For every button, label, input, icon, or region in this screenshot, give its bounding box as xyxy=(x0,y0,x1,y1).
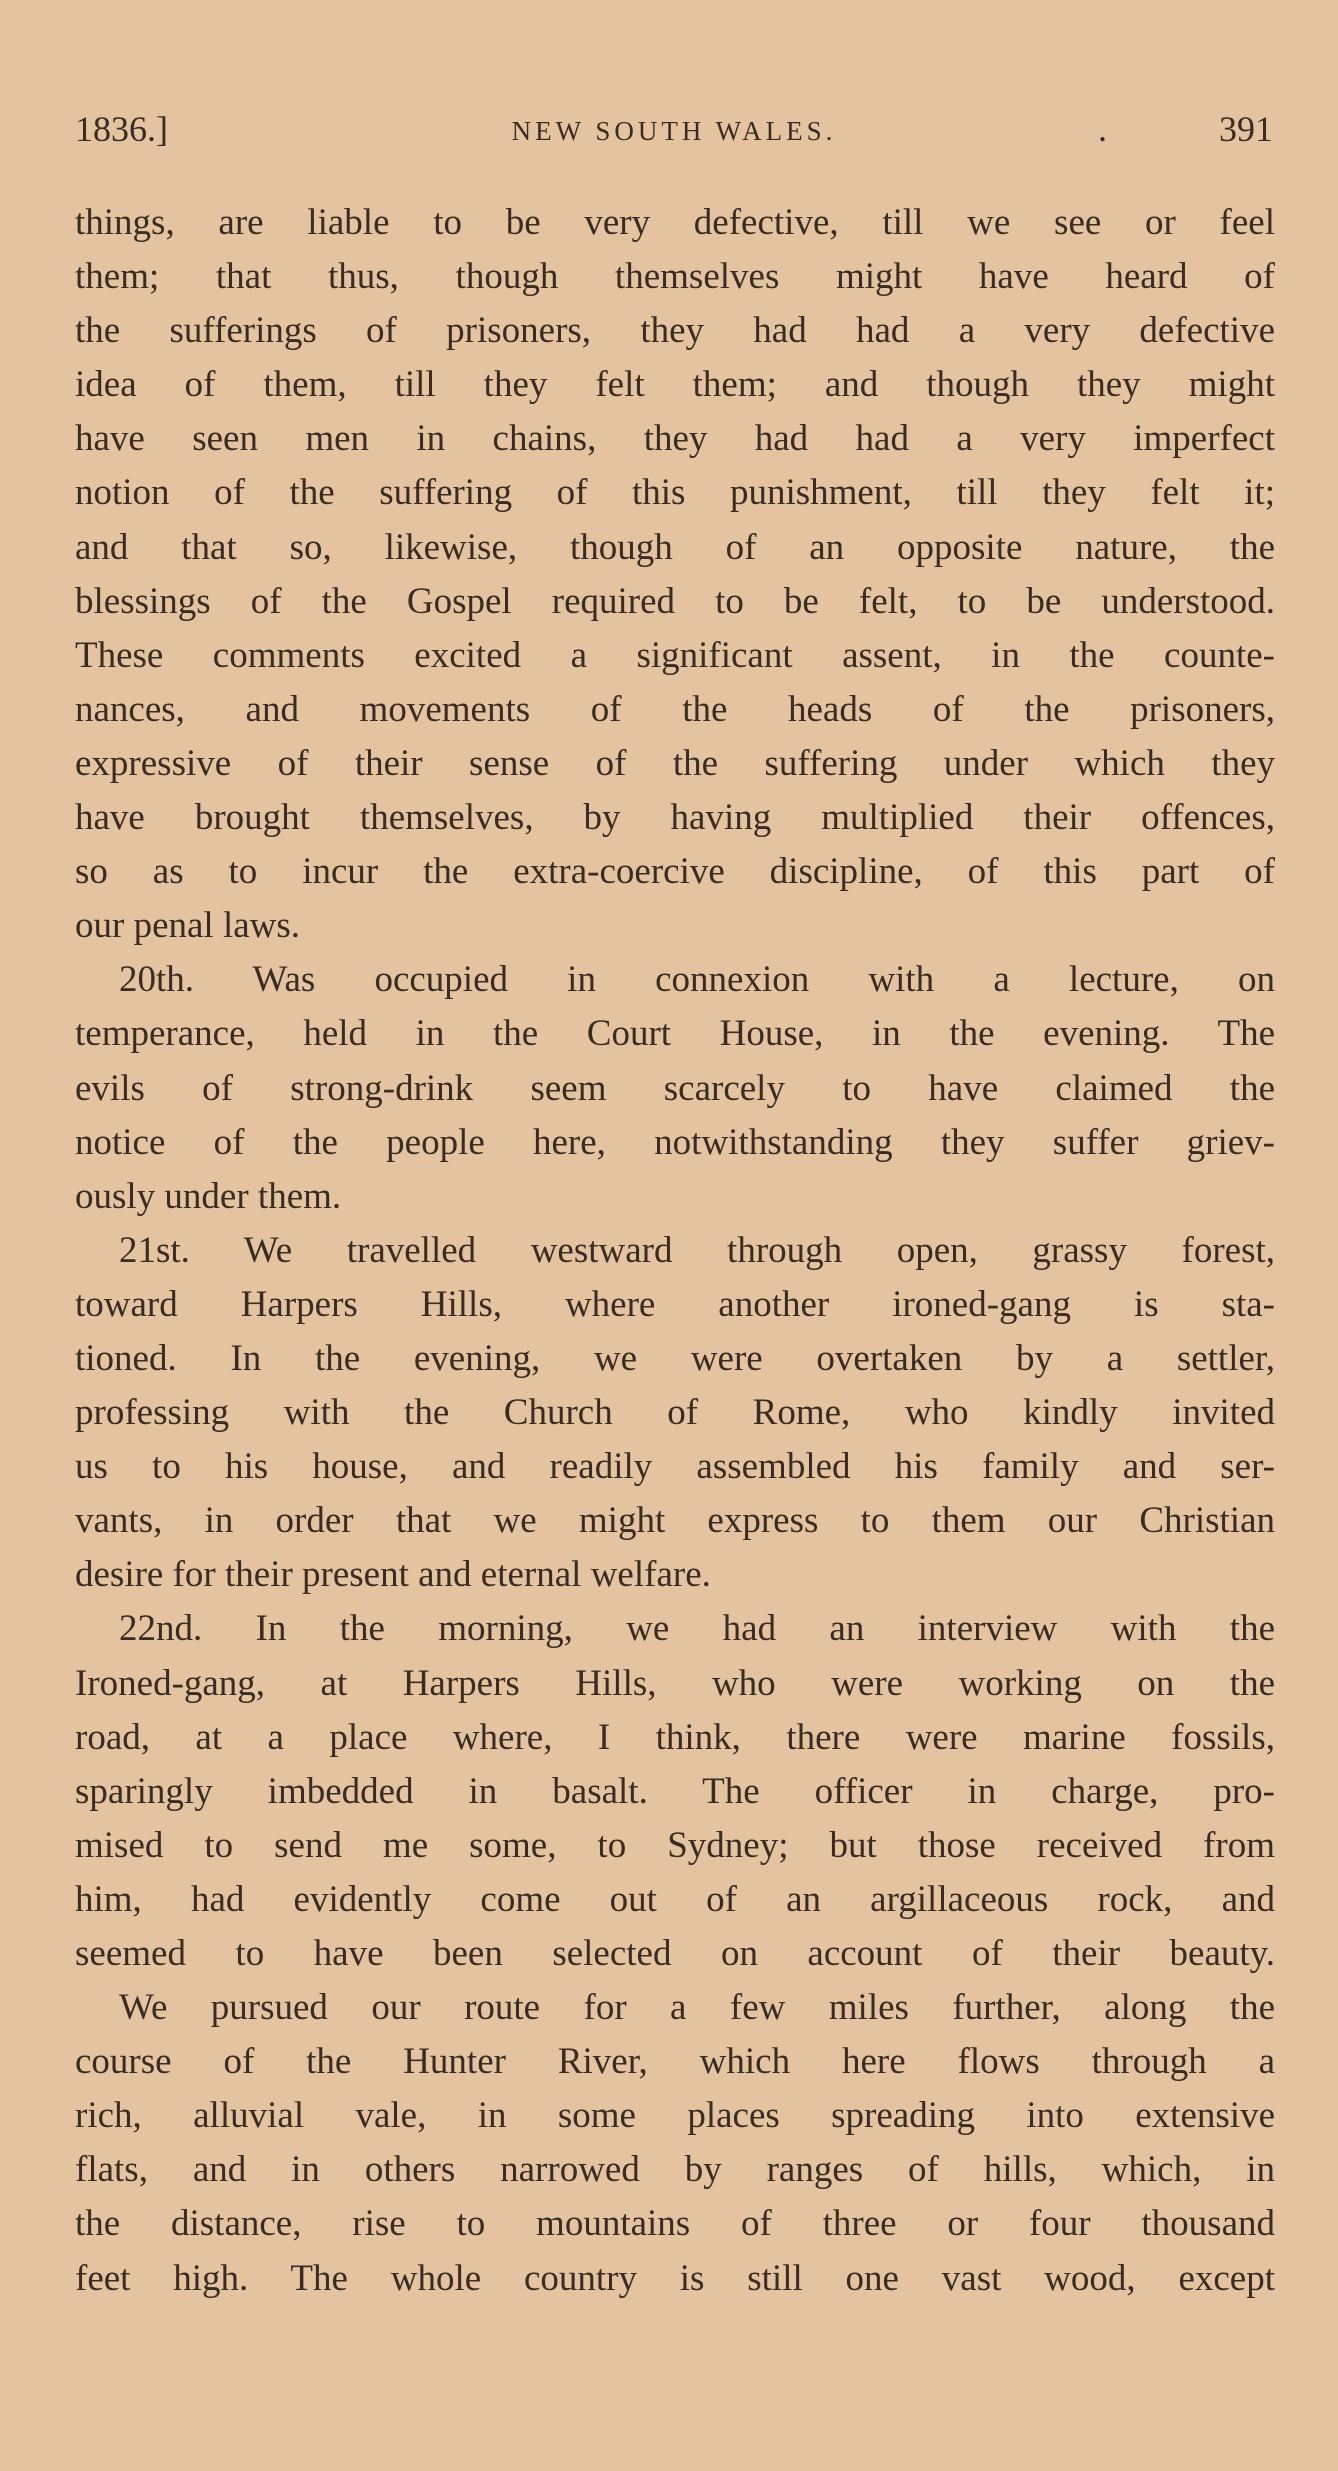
text-line: expressive of their sense of the suffering under which they xyxy=(75,742,1275,784)
text-line: professing with the Church of Rome, who kindly invited xyxy=(75,1392,1275,1434)
body-text xyxy=(75,196,1275,2306)
text-line: Ironed-gang, at Harpers Hills, who were working on the xyxy=(75,1662,1275,1704)
text-line: so as to incur the extra-coercive discipline, of this part of xyxy=(75,851,1275,893)
text-line: ously under them. xyxy=(75,1175,342,1217)
text-line: us to his house, and readily assembled his family and ser- xyxy=(75,1446,1275,1488)
text-line: them; that thus, though themselves might have heard of xyxy=(75,256,1275,298)
text-line: toward Harpers Hills, where another ironed-gang is sta- xyxy=(75,1283,1275,1325)
text-line: road, at a place where, I think, there were marine fossils, xyxy=(75,1716,1275,1758)
text-line: course of the Hunter River, which here flows through a xyxy=(75,2041,1275,2083)
text-line: 22nd. In the morning, we had an interview with the xyxy=(119,1608,1275,1650)
text-line: seemed to have been selected on account of their beauty. xyxy=(75,1933,1275,1974)
text-line: nances, and movements of the heads of the prisoners, xyxy=(75,688,1275,730)
text-line: blessings of the Gospel required to be felt, to be understood. xyxy=(75,580,1275,622)
text-line: sparingly imbedded in basalt. The officer in charge, pro- xyxy=(75,1770,1275,1812)
text-line: the sufferings of prisoners, they had had a very defective xyxy=(75,310,1275,352)
text-line: These comments excited a significant assent, in the counte- xyxy=(75,634,1275,676)
running-head xyxy=(75,108,1273,158)
text-line: evils of strong-drink seem scarcely to have claimed the xyxy=(75,1067,1275,1109)
text-line: tioned. In the evening, we were overtaken by a settler, xyxy=(75,1337,1275,1379)
text-line: feet high. The whole country is still one vast wood, except xyxy=(75,2257,1275,2299)
text-line: mised to send me some, to Sydney; but those received from xyxy=(75,1824,1275,1866)
text-line: flats, and in others narrowed by ranges of hills, which, in xyxy=(75,2149,1275,2191)
text-line: him, had evidently come out of an argillaceous rock, and xyxy=(75,1878,1275,1920)
text-line: rich, alluvial vale, in some places spreading into extensive xyxy=(75,2095,1275,2137)
text-line: the distance, rise to mountains of three or four thousand xyxy=(75,2203,1275,2245)
header-dot: . xyxy=(1098,109,1107,149)
page-number: 391 xyxy=(1219,109,1273,149)
text-line: temperance, held in the Court House, in the evening. The xyxy=(75,1013,1275,1055)
text-line: idea of them, till they felt them; and though they might xyxy=(75,364,1275,406)
text-line: 20th. Was occupied in connexion with a lecture, on xyxy=(119,959,1275,1001)
text-line: notion of the suffering of this punishment, till they felt it; xyxy=(75,472,1275,514)
text-line: and that so, likewise, though of an opposite nature, the xyxy=(75,526,1275,568)
text-line: notice of the people here, notwithstanding they suffer griev- xyxy=(75,1121,1275,1163)
text-line: vants, in order that we might express to them our Christian xyxy=(75,1500,1275,1542)
text-line: have seen men in chains, they had had a very imperfect xyxy=(75,418,1275,460)
header-year: 1836.] xyxy=(75,109,168,149)
text-line: have brought themselves, by having multiplied their offences, xyxy=(75,797,1275,839)
text-line: desire for their present and eternal welfare. xyxy=(75,1554,711,1596)
text-line: our penal laws. xyxy=(75,905,301,947)
text-line: things, are liable to be very defective, till we see or feel xyxy=(75,202,1275,243)
header-title: NEW SOUTH WALES. xyxy=(511,116,837,146)
text-line: We pursued our route for a few miles further, along the xyxy=(119,1987,1275,2029)
text-line: 21st. We travelled westward through open, grassy forest, xyxy=(119,1229,1275,1271)
